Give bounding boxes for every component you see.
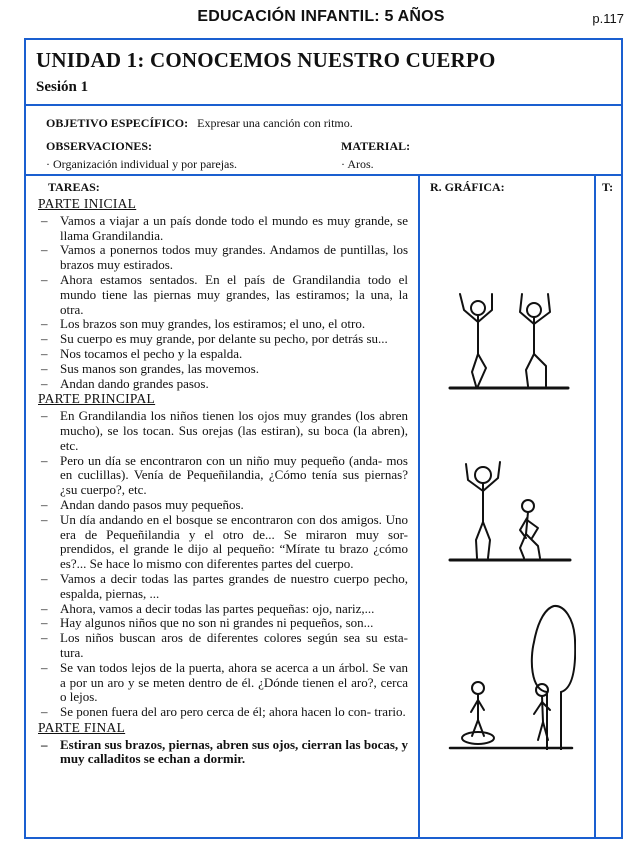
objective-label: OBJETIVO ESPECÍFICO: (46, 116, 189, 130)
section-title-main: PARTE PRINCIPAL (38, 391, 156, 407)
observations-label: OBSERVACIONES: (46, 139, 153, 153)
task-item: – Se van todos lejos de la puerta, ahora se acerca a un árbol. Se van a por un aro y se meten dentro de él. ¿Dónde tienen el aro?, cerca o lejos. (38, 661, 408, 705)
objective-text: Expresar una canción con ritmo. (197, 116, 353, 130)
unit-header (26, 40, 621, 106)
task-item: – Andan dando pasos muy pequeños. (38, 498, 408, 513)
task-item: – Ahora, vamos a decir todas las partes pequeñas: ojo, nariz,... (38, 602, 408, 617)
figure-tree-and-hoop-illustration (446, 600, 576, 750)
material-label: MATERIAL: (341, 139, 411, 153)
column-divider-graphic (418, 174, 420, 837)
tasks-heading: TAREAS: (48, 180, 100, 194)
column-divider-time (594, 174, 596, 837)
time-heading: T: (602, 180, 614, 194)
task-item: – Los brazos son muy grandes, los estiramos; el uno, el otro. (38, 317, 408, 332)
task-item: – Estiran sus brazos, piernas, abren sus ojos, cierran las bocas, y muy calladitos se echan a dormir. (38, 738, 408, 768)
task-item: – Vamos a decir todas las partes grandes de nuestro cuerpo pecho, espalda, piernas, ... (38, 572, 408, 602)
section-title-final: PARTE FINAL (38, 719, 126, 735)
figure-tall-walk-illustration (446, 286, 576, 396)
task-item: – Un día andando en el bosque se encontraron con dos amigos. Uno era de Pequeñilandia y el otro de... Se miraron muy sor- prendidos, el grande le dijo al pequeño: “Mírate tu brazo ¿cómo es?... Se hace lo mismo con diferentes partes del cuerpo. (38, 513, 408, 572)
objective-box (26, 104, 621, 176)
observations-text: · Organización individual y por parejas. (46, 157, 238, 171)
tasks-content (38, 197, 408, 767)
session-label: Sesión 1 (36, 79, 89, 95)
graphic-heading: R. GRÁFICA: (430, 180, 505, 194)
lesson-sheet (24, 38, 623, 839)
figure-big-and-small-illustration (446, 458, 576, 568)
task-item: – Ahora estamos sentados. En el país de Grandilandia todo el mundo tiene las piernas muy grandes, las estiramos; la una, la otra. (38, 273, 408, 317)
main-title: EDUCACIÓN INFANTIL: 5 AÑOS (197, 8, 445, 25)
task-item: – Nos tocamos el pecho y la espalda. (38, 347, 408, 362)
task-item: – Se ponen fuera del aro pero cerca de él; ahora hacen lo con- trario. (38, 705, 408, 720)
unit-title: UNIDAD 1: CONOCEMOS NUESTRO CUERPO (36, 48, 496, 72)
task-list-initial (38, 214, 408, 392)
task-item: – Hay algunos niños que no son ni grandes ni pequeños, son... (38, 616, 408, 631)
section-title-initial: PARTE INICIAL (38, 196, 137, 211)
task-item: – Pero un día se encontraron con un niño muy pequeño (anda- mos en cuclillas). Venía de Pequeñilandia, ¿Cómo tenía sus piernas? ¿su cuerpo?, etc. (38, 454, 408, 498)
task-item: – En Grandilandia los niños tienen los ojos muy grandes (los abren mucho), se los tocan. Sus orejas (las estiran), su boca (la abren), etc. (38, 409, 408, 453)
task-item: – Su cuerpo es muy grande, por delante su pecho, por detrás su... (38, 332, 408, 347)
task-list-main (38, 409, 408, 720)
task-item: – Los niños buscan aros de diferentes colores según sea su esta- tura. (38, 631, 408, 661)
page-number: p.117 (592, 11, 624, 26)
material-text: · Aros. (341, 157, 374, 171)
task-item: – Andan dando grandes pasos. (38, 377, 408, 392)
task-item: – Vamos a ponernos todos muy grandes. Andamos de puntillas, los brazos muy estirados. (38, 243, 408, 273)
task-item: – Vamos a viajar a un país donde todo el mundo es muy grande, se llama Grandilandia. (38, 214, 408, 244)
page-header (0, 8, 642, 30)
objective-line (46, 116, 353, 131)
task-item: – Sus manos son grandes, las movemos. (38, 362, 408, 377)
task-list-final (38, 738, 408, 768)
